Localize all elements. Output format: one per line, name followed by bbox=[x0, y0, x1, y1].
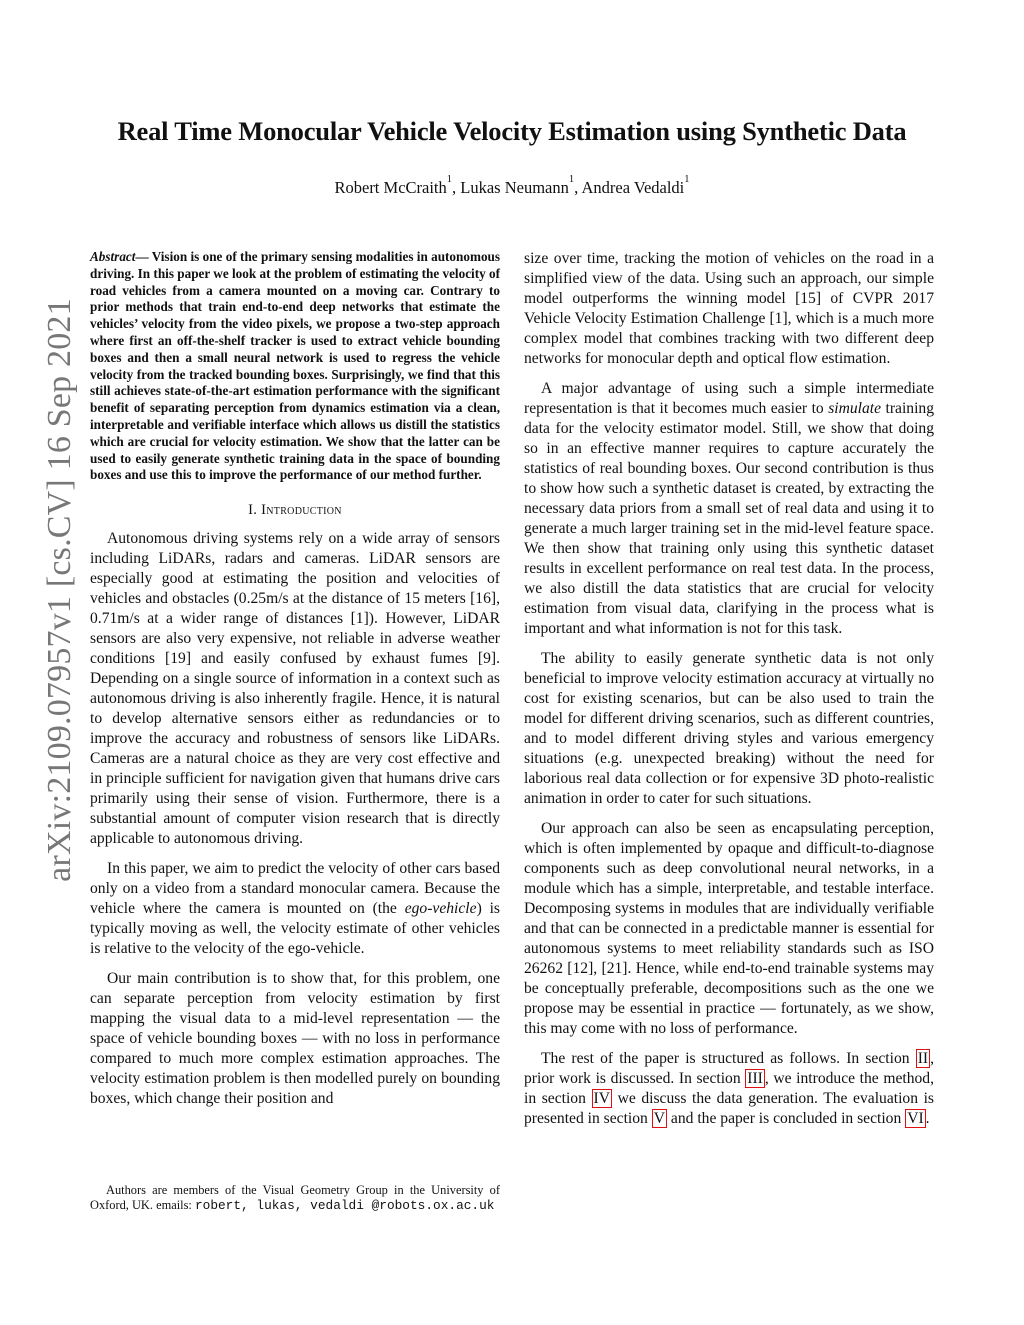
right-column bbox=[524, 249, 934, 1139]
paragraph-text: The rest of the paper is structured as follows. In section bbox=[541, 1050, 916, 1067]
section-link-III[interactable]: III bbox=[747, 1070, 763, 1087]
emphasis-term: ego-vehicle bbox=[404, 900, 477, 918]
paragraph-text: and the paper is concluded in section bbox=[667, 1110, 906, 1127]
footnote-text: Authors are members of the Visual Geometry Group in the University of Oxford, UK. emails: bbox=[90, 1183, 500, 1212]
author-name: Robert McCraith bbox=[334, 178, 447, 197]
paragraph-text: ) is typically moving as well, the velocity estimate of other vehicles is relative to the velocity of the ego-vehicle. bbox=[90, 900, 500, 958]
right-paragraph-1: size over time, tracking the motion of vehicles on the road in a simplified view of the data. Using such an approach, our simple model outperforms the winning model [15] of CVPR 2017 Vehicle Velocity Estimation Challenge [1], which is a much more complex model that combines tracking with two different deep networks for monocular depth and optical flow estimation. bbox=[524, 250, 934, 367]
section-title: Introduction bbox=[261, 502, 342, 519]
section-link-IV[interactable]: IV bbox=[593, 1090, 610, 1107]
left-column bbox=[90, 249, 500, 1119]
right-paragraph-2 bbox=[524, 379, 934, 639]
author-name: Andrea Vedaldi bbox=[581, 178, 685, 197]
affiliation-mark: 1 bbox=[446, 174, 453, 185]
intro-paragraph-1: Autonomous driving systems rely on a wide array of sensors including LiDARs, radars and cameras. LiDAR sensors are especially good at estimating the position and velocities of vehicles and obstacles (0.25m/s at the distance of 15 meters [16], 0.71m/s at a wider range of distances [1]). However, LiDAR sensors are also very expensive, not reliable in adverse weather conditions [19] and easily confused by exhaust fumes [9]. Depending on a single source of information in a context such as autonomous driving is also inherently fragile. Hence, it is natural to develop alternative sensors either as redundancies or to improve the accuracy and robustness of sensors like LiDARs. Cameras are a natural choice as they are very cost effective and in principle sufficient for navigation given that humans drive cars primarily using their sense of vision. Furthermore, there is a substantial amount of computer vision research that is directly applicable to autonomous driving. bbox=[90, 530, 500, 848]
author-footnote bbox=[90, 1183, 500, 1213]
paragraph-text: , we introduce the method, in section bbox=[524, 1070, 934, 1107]
abstract-text: Vision is one of the primary sensing modalities in autonomous driving. In this paper we look at the problem of estimating the velocity of road vehicles from a camera mounted on a moving car. Contrary to prior methods that train end-to-end deep networks that estimate the vehicles’ velocity from the video pixels, we propose a two-step approach where first an off-the-shelf tracker is used to extract vehicle bounding boxes and then a small neural network is used to regress the vehicle velocity from the tracked bounding boxes. Surprisingly, we find that this still achieves state-of-the-art estimation performance with the significant benefit of separating perception from dynamics estimation via a clean, interpretable and verifiable interface which allows us distill the statistics which are crucial for velocity estimation. We show that the latter can be used to easily generate synthetic training data in the space of bounding boxes and use this to improve the performance of our method further. bbox=[90, 249, 501, 483]
abstract-dash: — bbox=[135, 249, 152, 264]
affiliation-mark: 1 bbox=[684, 174, 690, 185]
paragraph-text: A major advantage of using such a simple intermediate representation is that it becomes much easier to bbox=[524, 380, 934, 417]
section-link-II[interactable]: II bbox=[917, 1050, 929, 1067]
section-link-VI[interactable]: VI bbox=[907, 1110, 924, 1127]
intro-paragraph-2 bbox=[90, 859, 500, 959]
abstract bbox=[90, 249, 500, 484]
section-heading-introduction bbox=[90, 502, 500, 519]
intro-paragraph-3: Our main contribution is to show that, for this problem, one can separate perception from velocity estimation by first mapping the visual data to a mid-level representation — the space of vehicle bounding boxes — with no loss in performance compared to much more complex estimation approaches. The velocity estimation problem is then modelled purely on bounding boxes, which change their position and bbox=[90, 970, 500, 1108]
author-list: Robert McCraith$^1$, Lukas Neumann$^1$, Andrea Vedaldi$^1$ bbox=[334, 174, 690, 197]
footnote-emails: robert, lukas, vedaldi @robots.ox.ac.uk bbox=[194, 1198, 495, 1213]
arxiv-sidebar-stamp: arXiv:2109.07957v1 [cs.CV] 16 Sep 2021 bbox=[41, 298, 78, 882]
right-paragraph-4: Our approach can also be seen as encapsulating perception, which is often implemented by opaque and difficult-to-diagnose components such as deep convolutional neural networks, in a module which has a simple, interpretable, and testable interface. Decomposing systems in modules that are individually verifiable and that can be connected in a predictable manner is essential for autonomous systems to meet reliability standards such as ISO 26262 [12], [21]. Hence, while end-to-end trainable systems may be conceptually preferable, decompositions such as the one we propose may be essential in practice — fortunately, as we show, this may come with no loss of performance. bbox=[524, 820, 934, 1037]
right-paragraph-5 bbox=[524, 1049, 934, 1129]
section-link-V[interactable]: V bbox=[653, 1110, 666, 1127]
author-name: Lukas Neumann bbox=[460, 178, 569, 197]
paper-title: Real Time Monocular Vehicle Velocity Estimation using Synthetic Data bbox=[117, 116, 907, 146]
right-paragraph-3: The ability to easily generate synthetic data is not only beneficial to improve velocity estimation accuracy at virtually no cost for existing scenarios, but can be also used to train the model for different driving scenarios, such as different countries, and to model different driving styles and various emergency situations (e.g. unexpected breaking) without the need for laborious real data collection or for expensive 3D photo-realistic animation in order to cater for such situations. bbox=[524, 650, 934, 807]
paragraph-text: we discuss the data generation. The evaluation is presented in section bbox=[524, 1090, 934, 1127]
abstract-label: Abstract bbox=[90, 249, 136, 264]
affiliation-mark: 1 bbox=[568, 174, 575, 185]
paragraph-text: . bbox=[925, 1110, 930, 1127]
section-number: I. bbox=[248, 502, 262, 519]
paragraph-text: training data for the velocity estimator model. Still, we show that doing so in an effective manner requires to capture accurately the statistics of real bounding boxes. Our second contribution is thus to show how such a synthetic dataset is created, by extracting the necessary data priors from a small set of real data and using it to generate a much larger training set in the mid-level feature space. We then show that training only using this synthetic dataset results in excellent performance on real test data. In the process, we also distill the data statistics that are crucial for velocity estimation from visual data, clarifying in the process what is important and what information is not for this task. bbox=[524, 400, 934, 637]
emphasis-term: simulate bbox=[828, 400, 882, 417]
paragraph-text: In this paper, we aim to predict the velocity of other cars based only on a video from a standard monocular camera. Because the vehicle where the camera is mounted on (the bbox=[90, 860, 500, 918]
paragraph-text: , prior work is discussed. In section bbox=[524, 1050, 934, 1087]
